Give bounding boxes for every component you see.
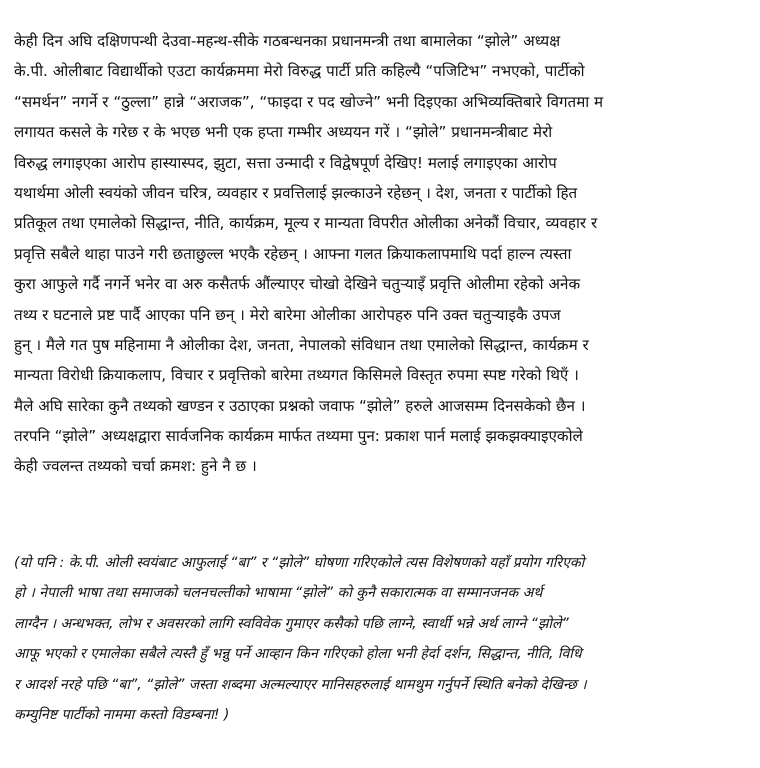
article-body bbox=[14, 26, 746, 482]
body-line: के.पी. ओलीबाट विद्यार्थीको एउटा कार्यक्रममा मेरो विरुद्ध पार्टी प्रति कहिल्यै “पजिटिभ” नभएको, पार्टीको bbox=[14, 62, 585, 81]
body-line: प्रवृत्ति सबैले थाहा पाउने गरी छताछुल्ल भएकै रहेछन् । आफ्ना गलत क्रियाकलापमाथि पर्दा हाल्न त्यस्ता bbox=[14, 244, 572, 263]
body-line: मैले अघि सारेका कुनै तथ्यको खण्डन र उठाएका प्रश्नको जवाफ “झोले” हरुले आजसम्म दिनसकेको छैन । bbox=[14, 396, 586, 415]
body-line: हुन् । मैले गत पुष महिनामा नै ओलीका देश, जनता, नेपालको संविधान तथा एमालेको सिद्धान्त, कार्यक्रम र bbox=[14, 335, 589, 354]
body-line: प्रतिकूल तथा एमालेको सिद्धान्त, नीति, कार्यक्रम, मूल्य र मान्यता विपरीत ओलीका अनेकौं विचार, व्यवहार र bbox=[14, 214, 598, 233]
note-line: कम्युनिष्ट पार्टीको नाममा कस्तो विडम्बना! ) bbox=[14, 706, 230, 723]
note-line: र आदर्श नरहे पछि “बा”, “झोले” जस्ता शब्दमा अल्मल्याएर मानिसहरुलाई थामथुम गर्नुपर्ने स्थिति बनेको देखिन्छ । bbox=[14, 676, 587, 693]
italic-note bbox=[14, 548, 746, 730]
body-line: केही दिन अघि दक्षिणपन्थी देउवा-महन्थ-सीके गठबन्धनका प्रधानमन्त्री तथा बामालेका “झोले” अध्यक्ष bbox=[14, 32, 561, 50]
body-line: विरुद्ध लगाइएका आरोप हास्यास्पद, झुटा, सत्ता उन्मादी र विद्वेषपूर्ण देखिए! मलाई लगाइएका आरोप bbox=[14, 153, 557, 172]
body-line: लगायत कसले के गरेछ र के भएछ भनी एक हप्ता गम्भीर अध्ययन गरें । “झोले” प्रधानमन्त्रीबाट मेरो bbox=[14, 123, 553, 142]
body-line: केही ज्वलन्त तथ्यको चर्चा क्रमश: हुने नै छ । bbox=[14, 457, 257, 476]
note-line: हो । नेपाली भाषा तथा समाजको चलनचल्तीको भाषामा “झोले” को कुनै सकारात्मक वा सम्मानजनक अर्थ bbox=[14, 585, 543, 602]
body-line: तरपनि “झोले” अध्यक्षद्वारा सार्वजनिक कार्यक्रम मार्फत तथ्यमा पुन: प्रकाश पार्न मलाई झकझक्याइएकोले bbox=[14, 427, 583, 446]
body-line: तथ्य र घटनाले प्रष्ट पार्दै आएका पनि छन् । मेरो बारेमा ओलीका आरोपहरु पनि उक्त चतुऱ्याइकै उपज bbox=[14, 305, 561, 324]
body-line: “समर्थन” नगर्ने र “ठुल्ला” हान्ने “अराजक”, “फाइदा र पद खोज्ने” भनी दिइएका अभिव्यक्तिबारे विगतमा म bbox=[14, 92, 604, 111]
body-line: यथार्थमा ओली स्वयंको जीवन चरित्र, व्यवहार र प्रवत्तिलाई झल्काउने रहेछन् । देश, जनता र पार्टीको हित bbox=[14, 183, 578, 202]
body-line: कुरा आफुले गर्दै नगर्ने भनेर वा अरु कसैतर्फ औंल्याएर चोखो देखिने चतुऱ्याइँ प्रवृत्ति ओलीमा रहेको अनेक bbox=[14, 275, 581, 294]
note-line: आफू भएको र एमालेका सबैले त्यस्तै हुँ भन्नु पर्ने आव्हान किन गरिएको होला भनी हेर्दा दर्शन, सिद्धान्त, नीति, विधि bbox=[14, 646, 582, 663]
body-line: मान्यता विरोधी क्रियाकलाप, विचार र प्रवृत्तिको बारेमा तथ्यगत किसिमले विस्तृत रुपमा स्पष्ट गरेको थिएँ । bbox=[14, 366, 579, 385]
note-line: लाग्दैन । अन्धभक्त, लोभ र अवसरको लागि स्वविवेक गुमाएर कसैको पछि लाग्ने, स्वार्थी भन्ने अर्थ लाग्ने “झोले” bbox=[14, 615, 569, 632]
note-line: (यो पनि : के.पी. ओली स्वयंबाट आफुलाई “बा” र “झोले” घोषणा गरिएकोले त्यस विशेषणको यहाँ प्रयोग गरिएको bbox=[14, 555, 585, 571]
